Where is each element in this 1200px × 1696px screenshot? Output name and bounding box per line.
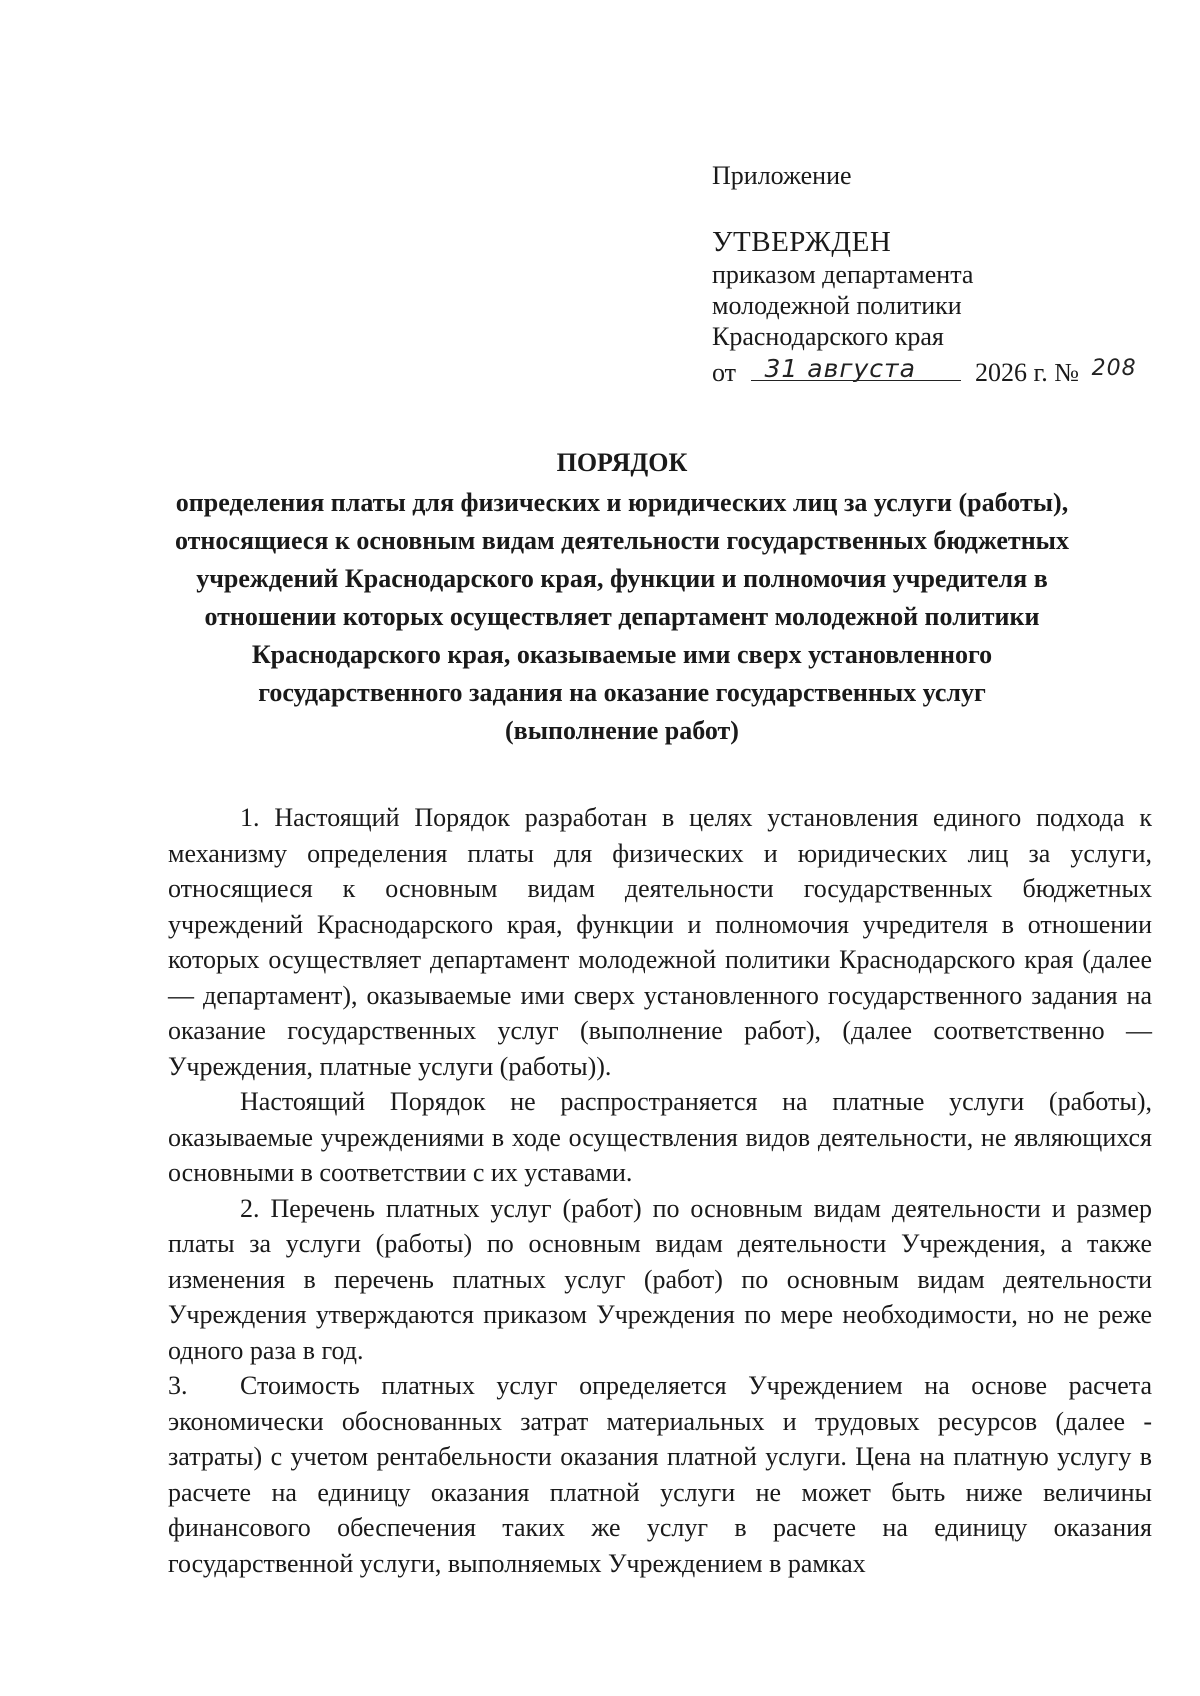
approval-stamp-block bbox=[712, 160, 1152, 390]
title-main: ПОРЯДОК bbox=[556, 448, 688, 477]
approved-label: УТВЕРЖДЕН bbox=[712, 226, 892, 258]
paragraph-3-text: Стоимость платных услуг определяется Учреждением на основе расчета экономически обоснованных затрат материальных и трудовых ресурсов (далее - затраты) с учетом рентабельности оказания платной услуги. Цена на платную услугу в расчете на единицу оказания платной услуги не может быть ниже величины финансового обеспечения таких же услуг в расчете на единицу оказания государственной услуги, выполняемых Учреждением в рамках bbox=[168, 1371, 1152, 1578]
appendix-label: Приложение bbox=[712, 161, 852, 190]
document-title bbox=[150, 444, 1094, 750]
year-number-label: 2026 г. № bbox=[975, 358, 1080, 387]
paragraph-2: 2. Перечень платных услуг (работ) по основным видам деятельности и размер платы за услуги (работы) по основным видам деятельности Учреждения, а также изменения в перечень платных услуг (работ) по основным видам деятельности Учреждения утверждаются приказом Учреждения по мере необходимости, но не реже одного раза в год. bbox=[168, 1193, 1152, 1365]
title-line: (выполнение работ) bbox=[505, 716, 739, 745]
title-line: отношении которых осуществляет департамент молодежной политики bbox=[204, 602, 1040, 631]
title-line: учреждений Краснодарского края, функции и полномочия учредителя в bbox=[196, 564, 1048, 593]
title-line: Краснодарского края, оказываемые ими сверх установленного bbox=[251, 640, 993, 669]
document-body bbox=[168, 800, 1152, 1581]
title-line: государственного задания на оказание государственных услуг bbox=[258, 678, 986, 707]
handwritten-order-number: 208 bbox=[1091, 356, 1137, 381]
paragraph-3 bbox=[168, 1368, 1152, 1581]
approval-line: приказом департамента bbox=[712, 260, 974, 289]
title-line: относящиеся к основным видам деятельности государственных бюджетных bbox=[175, 526, 1069, 555]
approval-line: молодежной политики bbox=[712, 291, 962, 320]
order-date-line bbox=[712, 354, 1152, 390]
date-prefix: от bbox=[712, 358, 737, 387]
paragraph-1-note: Настоящий Порядок не распространяется на платные услуги (работы), оказываемые учреждениями в ходе осуществления видов деятельности, не являющихся основными в соответствии с их уставами. bbox=[168, 1087, 1152, 1187]
paragraph-1: 1. Настоящий Порядок разработан в целях установления единого подхода к механизму определения платы для физических и юридических лиц за услуги, относящиеся к основным видам деятельности государственных бюджетных учреждений Краснодарского края, функции и полномочия учредителя в отношении которых осуществляет департамент молодежной политики Краснодарского края (далее — департамент), оказываемые ими сверх установленного государственного задания на оказание государственных услуг (выполнение работ), (далее соответственно — Учреждения, платные услуги (работы)). bbox=[168, 803, 1152, 1081]
approval-line: Краснодарского края bbox=[712, 322, 944, 351]
paragraph-3-number: 3. bbox=[168, 1371, 188, 1400]
handwritten-date: 31 августа bbox=[764, 354, 916, 383]
date-blank bbox=[751, 354, 961, 381]
title-line: определения платы для физических и юридических лиц за услуги (работы), bbox=[175, 488, 1069, 517]
